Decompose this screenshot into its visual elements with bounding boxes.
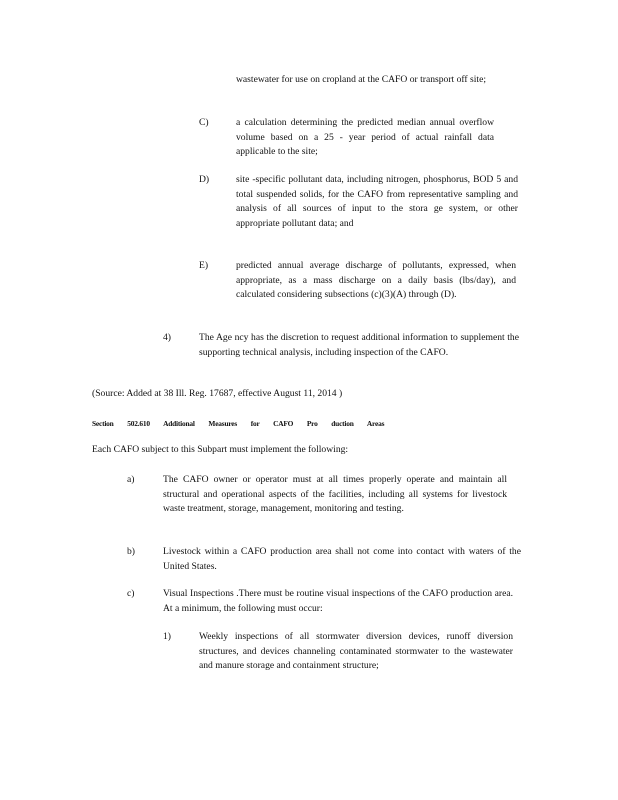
item-4-text: The Age ncy has the discretion to request additional information to supplement the supporting technical analysis, including inspection of the CAFO. (199, 332, 519, 358)
item-d-text: site -specific pollutant data, including nitrogen, phosphorus, BOD 5 and total suspended solids, for the CAFO from representative sampling and analysis of all sources of input to the stora ge system, or other appropriate pollutant data; and (236, 174, 518, 229)
measure-a-text: The CAFO owner or operator must at all times properly operate and maintain all structural and operational aspects of the facilities, including all systems for livestock waste treatment, storage, management, monitoring and testing. (163, 474, 507, 515)
measure-b-text: Livestock within a CAFO production area shall not come into contact with waters of the United States. (163, 546, 521, 572)
item-c-label: C) (199, 117, 209, 128)
item-c-text: a calculation determining the predicted median annual overflow volume based on a 25 - year period of actual rainfall data applicable to the site; (236, 117, 494, 158)
section-heading: Section 502.610 Additional Measures for CAFO Pro duction Areas (92, 419, 385, 428)
measure-c1-text: Weekly inspections of all stormwater diversion devices, runoff diversion structures, and devices channeling contaminated stormwater to the wastewater and manure storage and containment structure; (199, 631, 513, 672)
measure-c-text: Visual Inspections .There must be routine visual inspections of the CAFO production area. At a minimum, the following must occur: (163, 588, 513, 614)
item-4-label: 4) (163, 332, 171, 343)
measure-c-label: c) (127, 588, 135, 599)
item-e-text: predicted annual average discharge of pollutants, expressed, when appropriate, as a mass discharge on a daily basis (lbs/day), and calculated considering subsections (c)(3)(A) through (D). (236, 260, 516, 301)
item-e-label: E) (199, 260, 209, 271)
item-d-label: D) (199, 174, 210, 185)
measure-a-label: a) (127, 474, 135, 485)
section-intro: Each CAFO subject to this Subpart must implement the following: (92, 444, 349, 455)
item-b-continuation: wastewater for use on cropland at the CAFO or transport off site; (236, 74, 486, 85)
measure-b-label: b) (127, 546, 135, 557)
source-note: (Source: Added at 38 Ill. Reg. 17687, effective August 11, 2014 ) (92, 388, 343, 399)
measure-c1-label: 1) (163, 631, 171, 642)
